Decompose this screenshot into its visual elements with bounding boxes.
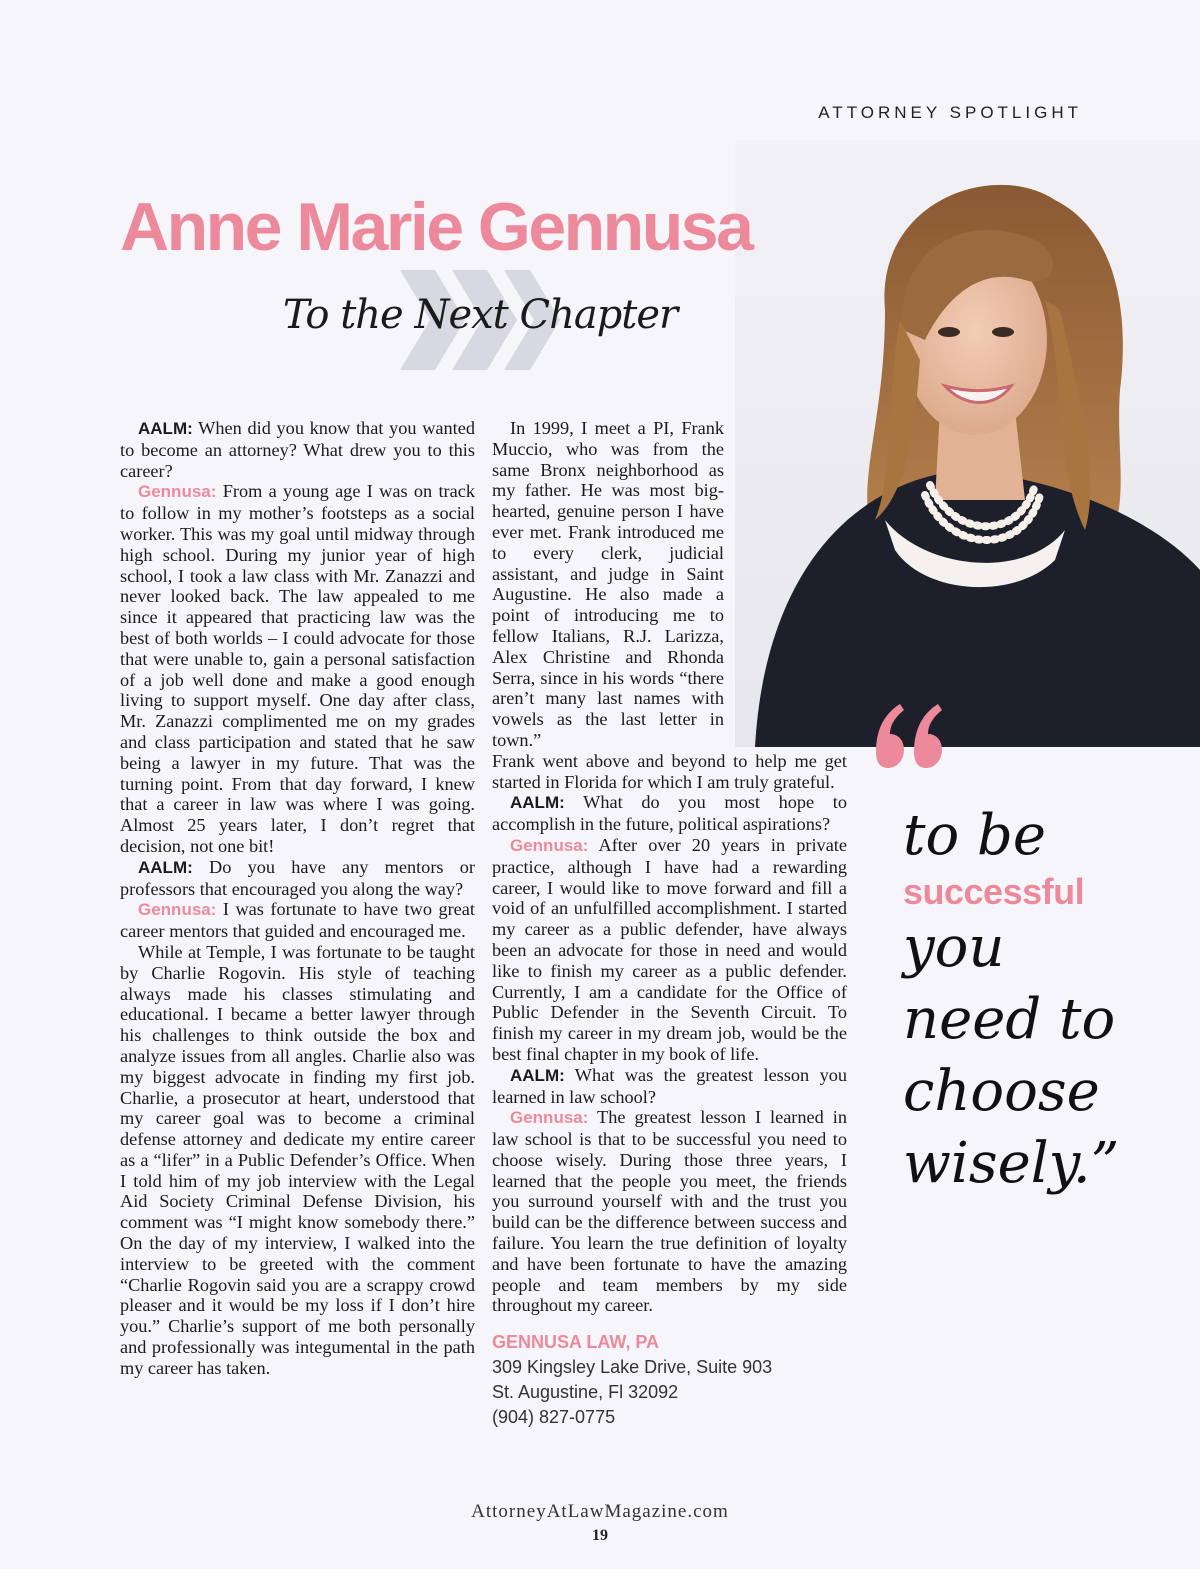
article-subtitle: To the Next Chapter xyxy=(282,292,678,338)
paragraph: Gennusa: After over 20 years in private practice, although I have had a rewarding career, I would like to move forward and fill a void of an unfulfilled accomplishment. I started my career as a public defender, have always been an advocate for those in need and would like to finish my career as a public defender. Currently, I am a candidate for the Office of Public Defender in the Seventh Circuit. To finish my career in my dream job, would be the best final chapter in my book of life. xyxy=(492,834,847,1064)
pull-quote-line: choose xyxy=(903,1059,1100,1124)
firm-name: GENNUSA LAW, PA xyxy=(492,1332,660,1353)
article-headline: Anne Marie Gennusa xyxy=(120,189,752,265)
pull-quote-line: need to xyxy=(903,987,1116,1052)
address-line-2: St. Augustine, Fl 32092 xyxy=(492,1382,679,1403)
paragraph-narrow: In 1999, I meet a PI, Frank Muccio, who was from the same Bronx neighborhood as my father. He was most big-hearted, genuine person I have ever met. Frank introduced me to every clerk, judicial assistant, and judge in Saint Augustine. He also made a point of introducing me to fellow Italians, R.J. Larizza, Alex Christine and Rhonda Serra, since in his words “there aren’t many last names with vowels as the last letter in town.” xyxy=(492,418,724,750)
quote-mark-icon xyxy=(870,700,950,770)
paragraph: AALM: When did you know that you wanted to become an attorney? What drew you to this career? xyxy=(120,418,475,481)
pull-quote-line: wisely.” xyxy=(903,1131,1120,1196)
paragraph: AALM: What do you most hope to accomplish in the future, political aspirations? xyxy=(492,792,847,835)
pull-quote xyxy=(903,800,1183,1200)
contact-block xyxy=(492,1330,847,1430)
paragraph: AALM: What was the greatest lesson you learned in law school? xyxy=(492,1064,847,1107)
footer-website: AttorneyAtLawMagazine.com xyxy=(471,1501,729,1522)
article-column-2 xyxy=(492,418,847,1430)
paragraph: Gennusa: The greatest lesson I learned in law school is that to be successful you need to choose wisely. During those three years, I learned that the people you meet, the friends you surround yourself with and the trust you build can be the difference between success and failure. You learn the true definition of loyalty and have been fortunate to have the amazing people and team members by my side throughout my career. xyxy=(492,1107,847,1316)
pull-quote-line: you xyxy=(903,915,1005,980)
paragraph: While at Temple, I was fortunate to be taught by Charlie Rogovin. His style of teaching always made his classes stimulating and educational. I became a better lawyer through his challenges to think outside the box and analyze issues from all angles. Charlie also was my biggest advocate in finding my first job. Charlie, a prosecutor at heart, understood that my career goal was to become a criminal defense attorney and dedicate my entire career as a “lifer” in a Public Defender’s Office. When I told him of my job interview with the Legal Aid Society Criminal Defense Division, his comment was “I might know somebody there.” On the day of my interview, I walked into the interview to be greeted with the comment “Charlie Rogovin said you are a scrappy crowd pleaser and it would be my loss if I don’t hire you.” Charlie’s support of me both personally and professionally was integumental in the path my career has taken. xyxy=(120,941,475,1378)
pull-quote-line: to be xyxy=(903,803,1047,868)
paragraph: Gennusa: I was fortunate to have two great career mentors that guided and encouraged me. xyxy=(120,899,475,942)
section-label: ATTORNEY SPOTLIGHT xyxy=(818,103,1082,122)
page-number: 19 xyxy=(592,1527,608,1544)
paragraph: Frank went above and beyond to help me get started in Florida for which I am truly grateful. xyxy=(492,750,847,792)
article-column-1 xyxy=(120,418,475,1379)
pull-quote-highlight: successful xyxy=(903,871,1085,912)
phone-number: (904) 827-0775 xyxy=(492,1407,616,1428)
paragraph: AALM: Do you have any mentors or professors that encouraged you along the way? xyxy=(120,856,475,899)
address-line-1: 309 Kingsley Lake Drive, Suite 903 xyxy=(492,1357,773,1378)
paragraph: Gennusa: From a young age I was on track to follow in my mother’s footsteps as a social worker. This was my goal until midway through high school. During my junior year of high school, I took a law class with Mr. Zanazzi and never looked back. The law appealed to me since it appeared that practicing law was the best of both worlds – I could advocate for those that were unable to, gain a personal satisfaction of a job well done and make a good enough living to support myself. One day after class, Mr. Zanazzi complimented me on my grades and class participation and stated that he saw being a lawyer in my future. That was the turning point. From that day forward, I knew that a career in law was where I was going. Almost 25 years later, I don’t regret that decision, not one bit! xyxy=(120,481,475,856)
